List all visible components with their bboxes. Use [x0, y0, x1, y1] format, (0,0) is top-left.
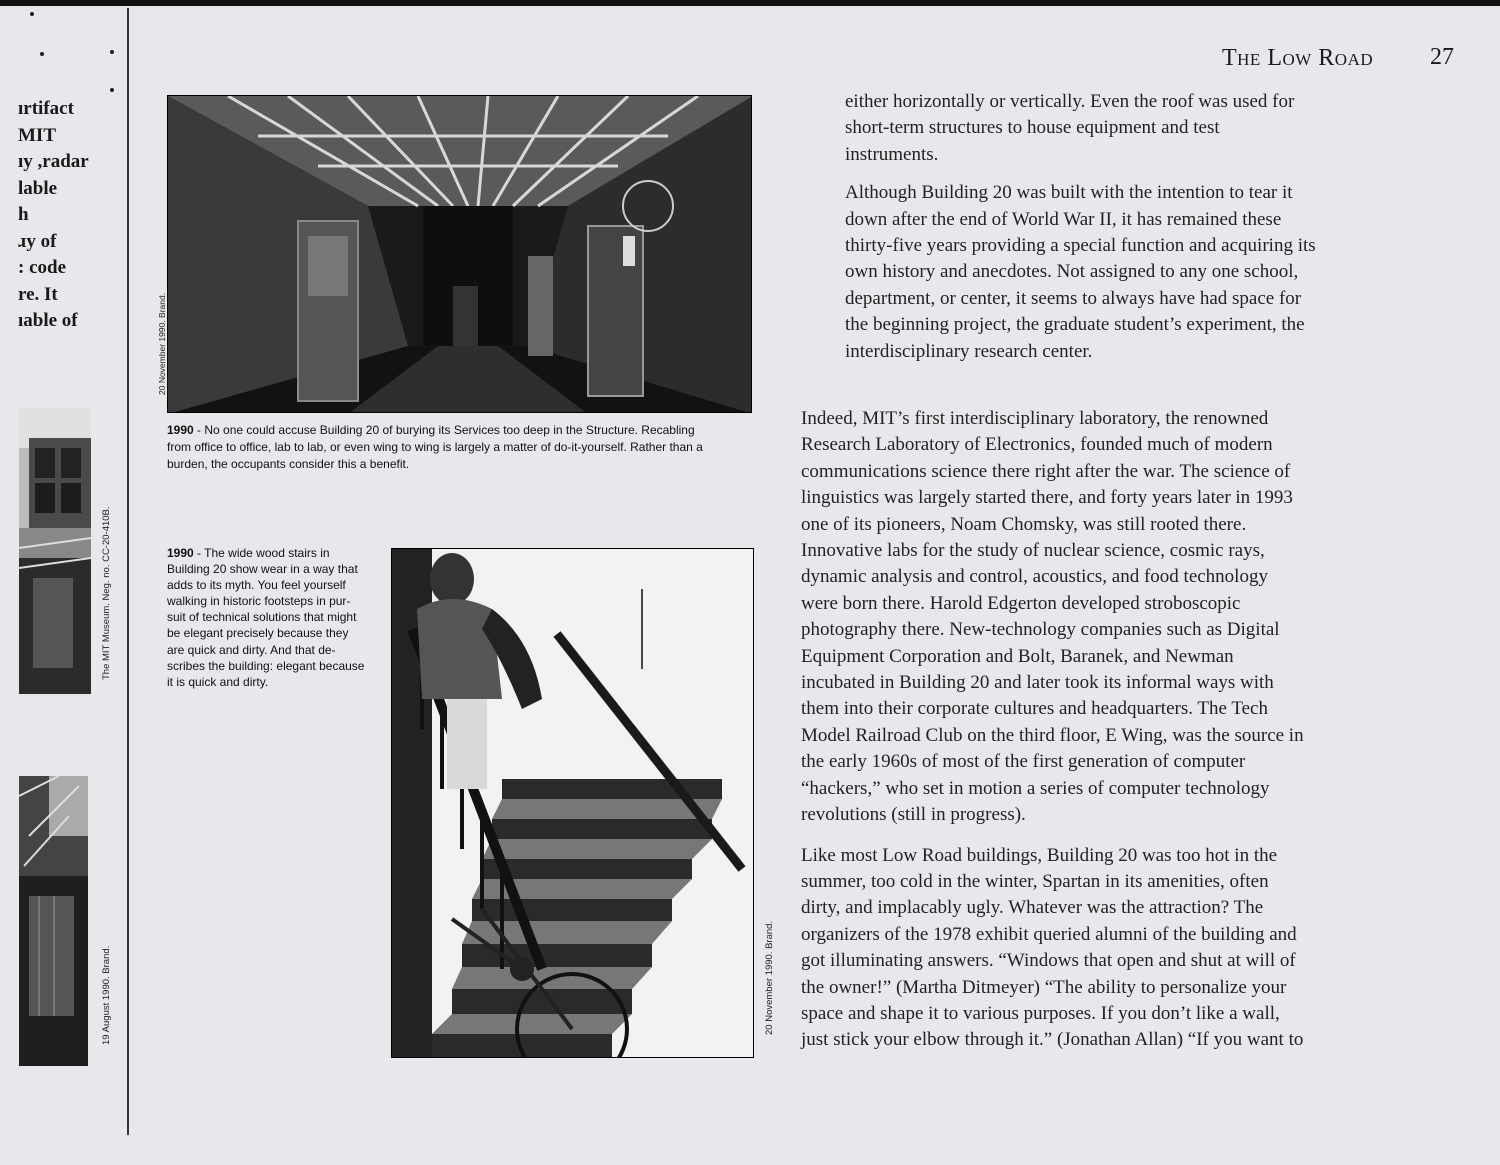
caption-line: are quick and dirty. And that de- — [167, 642, 336, 657]
text-line: communications science there right after the war. The science of — [801, 460, 1291, 482]
paragraph-4 — [801, 843, 1401, 1054]
text-line: “hackers,” who set in motion a series of computer technology — [801, 777, 1270, 799]
fragment-line: MIT — [18, 124, 56, 146]
text-line: just stick your elbow through it.” (Jonathan Allan) “If you want to — [801, 1029, 1304, 1051]
text-line: down after the end of World War II, it has remained these — [845, 208, 1282, 230]
fragment-line: ırtifact — [18, 98, 74, 119]
caption-year: 1990 — [167, 423, 194, 437]
text-line: dynamic analysis and control, acoustics, and food technology — [801, 566, 1268, 588]
text-line: short-term structures to house equipment and test — [845, 117, 1220, 139]
text-line: interdisciplinary research center. — [845, 340, 1093, 362]
stairs-caption — [167, 545, 372, 690]
text-line: instruments. — [845, 143, 939, 165]
caption-year: 1990 — [167, 546, 194, 560]
stairs-photo — [391, 548, 754, 1058]
text-line: summer, too cold in the winter, Spartan in its amenities, often — [801, 870, 1269, 892]
text-line: Equipment Corporation and Bolt, Baranek, and Newman — [801, 645, 1234, 667]
text-line: Although Building 20 was built with the intention to tear it — [845, 182, 1293, 204]
fragment-line: ıable of — [18, 310, 78, 331]
facing-page-tree-photo — [19, 776, 88, 1066]
caption-line: - No one could accuse Building 20 of burying its Services too deep in the Structure. Recabling — [193, 423, 695, 437]
page-top-edge — [0, 0, 1500, 6]
speck — [30, 12, 34, 16]
fragment-line: : code — [18, 257, 67, 278]
paragraph-3 — [801, 406, 1401, 829]
text-line: linguistics was largely started there, and forty years later in 1993 — [801, 487, 1293, 509]
caption-line: from office to office, lab to lab, or even wing to wing is largely a matter of do-it-yourself. Rather than a — [167, 440, 703, 454]
fragment-line: ɹy of — [18, 230, 57, 252]
caption-line: adds to its myth. You feel yourself — [167, 578, 346, 593]
text-line: dirty, and implacably ugly. Whatever was the attraction? The — [801, 897, 1264, 919]
body-column-lower — [801, 406, 1401, 1066]
fragment-line: re. It — [18, 283, 58, 305]
speck — [40, 52, 44, 56]
caption-line: scribes the building: elegant because — [167, 658, 365, 673]
text-line: organizers of the 1978 exhibit queried alumni of the building and — [801, 923, 1297, 945]
text-line: Research Laboratory of Electronics, founded much of modern — [801, 434, 1273, 456]
text-line: space and shape it to various purposes. If you don’t like a wall, — [801, 1002, 1280, 1024]
running-head: The Low Road — [1222, 45, 1374, 71]
fragment-line: lable — [18, 177, 58, 199]
text-line: Model Railroad Club on the third floor, E Wing, was the source in — [801, 724, 1304, 746]
corridor-photo — [167, 95, 752, 413]
text-line: them into their corporate cultures and headquarters. The Tech — [801, 698, 1268, 720]
paragraph-2 — [845, 180, 1405, 365]
text-line: the owner!” (Martha Ditmeyer) “The ability to personalize your — [801, 976, 1287, 998]
caption-line: walking in historic footsteps in pur- — [167, 594, 351, 609]
speck — [110, 88, 114, 92]
text-line: Innovative labs for the study of nuclear science, cosmic rays, — [801, 540, 1265, 562]
caption-line: - The wide wood stairs in — [193, 546, 330, 560]
text-line: Indeed, MIT’s first interdisciplinary laboratory, the renowned — [801, 408, 1269, 429]
fragment-line: h — [18, 204, 29, 225]
facing-page-text-fragments — [18, 96, 89, 335]
body-column-upper — [845, 89, 1405, 377]
text-line: Like most Low Road buildings, Building 20 was too hot in the — [801, 844, 1278, 866]
stairs-photo-credit: 20 November 1990. Brand. — [764, 920, 775, 1035]
text-line: the early 1960s of most of the first generation of computer — [801, 751, 1246, 773]
text-line: were born there. Harold Edgerton developed stroboscopic — [801, 592, 1241, 614]
text-line: got illuminating answers. “Windows that open and shut at will of — [801, 950, 1296, 972]
caption-line: Building 20 show wear in a way that — [167, 562, 358, 577]
text-line: photography there. New-technology companies such as Digital — [801, 619, 1280, 641]
photo-credit-august: 19 August 1990. Brand. — [101, 945, 112, 1045]
caption-line: burden, the occupants consider this a benefit. — [167, 457, 410, 471]
facing-page-building-photo — [19, 408, 91, 694]
photo-credit-museum: The MIT Museum. Neg. no. CC-20-410B. — [101, 506, 112, 680]
caption-line: suit of technical solutions that might — [167, 610, 357, 625]
page-number: 27 — [1430, 44, 1454, 70]
text-line: incubated in Building 20 and later took its informal ways with — [801, 672, 1274, 694]
caption-line: it is quick and dirty. — [167, 674, 269, 689]
text-line: revolutions (still in progress). — [801, 804, 1026, 826]
caption-line: be elegant precisely because they — [167, 626, 349, 641]
text-line: the beginning project, the graduate student’s experiment, the — [845, 314, 1305, 336]
paragraph-1 — [845, 89, 1405, 168]
text-line: department, or center, it seems to always have had space for — [845, 287, 1302, 309]
corridor-caption — [167, 422, 767, 473]
text-line: one of its pioneers, Noam Chomsky, was still rooted there. — [801, 513, 1247, 535]
text-line: either horizontally or vertically. Even the roof was used for — [845, 91, 1295, 112]
speck — [110, 50, 114, 54]
corridor-photo-credit: 20 November 1990. Brand. — [157, 292, 167, 395]
text-line: own history and anecdotes. Not assigned to any one school, — [845, 261, 1299, 283]
page-gutter-rule — [127, 8, 129, 1135]
fragment-line: ıy ,radar — [18, 151, 89, 172]
text-line: thirty-five years providing a special function and acquiring its — [845, 235, 1316, 257]
